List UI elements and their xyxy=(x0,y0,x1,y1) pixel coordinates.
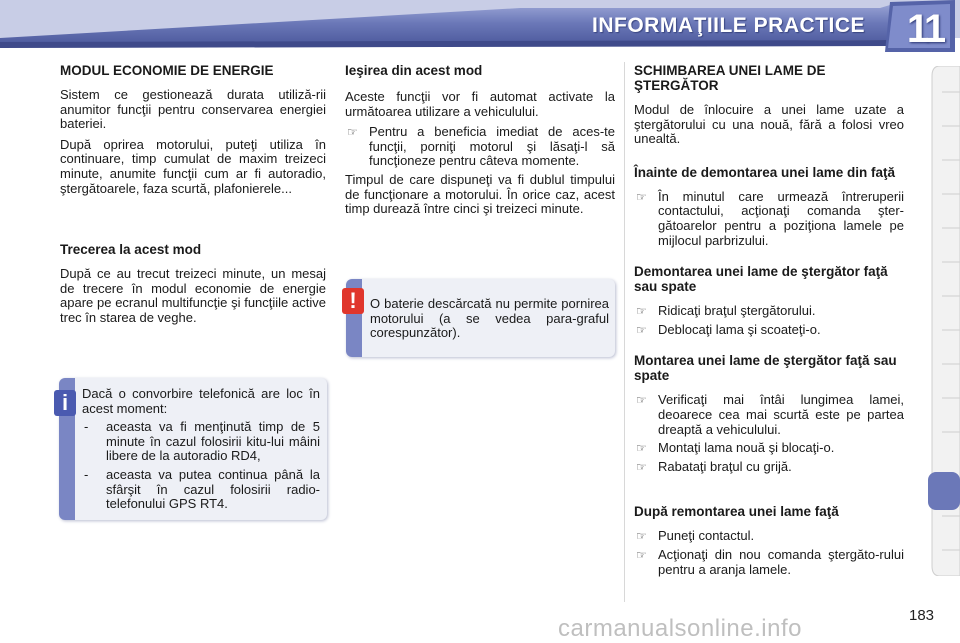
paragraph: După oprirea motorului, puteţi utiliza în continuare, timp cumulat de maxim treizeci minute, anumite funcţii cum ar fi autoradio, ştergătoarele, faza scurtă, plafonierele... xyxy=(60,136,326,196)
column-wiper-blade xyxy=(634,63,904,581)
chapter-tabs xyxy=(928,66,960,576)
subsection-title-after-refitting: După remontarea unei lame faţă xyxy=(634,504,839,520)
list-item: ☞ Ridicaţi braţul ştergătorului. xyxy=(636,303,816,319)
watermark: carmanualsonline.info xyxy=(558,615,802,642)
list-item: ☞ Montaţi lama nouă şi blocaţi-o. xyxy=(636,440,835,456)
list-item: ☞ Pentru a beneficia imediat de aces-te funcţii, porniţi motorul şi lăsaţi-l să funcţioneze pentru câteva momente. xyxy=(347,124,615,169)
section-title-energy-mode: MODUL ECONOMIE DE ENERGIE xyxy=(60,63,274,78)
list-item: ☞ Puneţi contactul. xyxy=(636,528,755,544)
pointing-hand-icon: ☞ xyxy=(636,189,647,204)
pointing-hand-icon: ☞ xyxy=(636,393,647,408)
subsection-title-entering-mode: Trecerea la acest mod xyxy=(60,242,202,258)
paragraph: Aceste funcţii vor fi automat activate la următoarea utilizare a vehiculului. xyxy=(345,89,615,119)
dash-marker: - xyxy=(84,466,89,482)
list-item: ☞ În minutul care urmează întreruperii contactului, acţionaţi comanda şter-gătoarelor pentru a poziţiona lamele pe mijlocul parbrizului. xyxy=(636,188,904,248)
list-item: ☞ Deblocaţi lama şi scoateţi-o. xyxy=(636,321,821,337)
dash-marker: - xyxy=(84,419,89,435)
pointing-hand-icon: ☞ xyxy=(347,125,358,140)
list-item: - aceasta va putea continua până la sfârşit în cazul folosirii radio-telefonului GPS RT4. xyxy=(84,466,320,512)
page-title: INFORMAŢIILE PRACTICE xyxy=(592,14,865,37)
info-note-text xyxy=(82,387,320,512)
pointing-hand-icon: ☞ xyxy=(636,304,647,319)
paragraph: Sistem ce gestionează durata utiliză-rii anumitor funcţii pentru conservarea energiei bateriei. xyxy=(60,87,326,132)
subsection-title-fitting: Montarea unei lame de ştergător faţă sau spate xyxy=(634,353,897,384)
list-item: ☞ Rabataţi braţul cu grijă. xyxy=(636,458,792,474)
pointing-hand-icon: ☞ xyxy=(636,441,647,456)
section-title-wiper-change: SCHIMBAREA UNEI LAME DE ŞTERGĂTOR xyxy=(634,63,826,93)
paragraph: Modul de înlocuire a unei lame uzate a ştergătorului cu una nouă, fără a folosi vreo unealtă. xyxy=(634,102,904,147)
list-item: - aceasta va fi menţinută timp de 5 minute în cazul folosirii kitu-lui mâini libere de la autoradio RD4, xyxy=(84,419,320,464)
section-title-exit-mode: Ieşirea din acest mod xyxy=(345,63,483,78)
info-note-intro: Dacă o convorbire telefonică are loc în acest moment: xyxy=(82,386,320,416)
info-icon: i xyxy=(54,390,76,416)
subsection-title-before-removal: Înainte de demontarea unei lame din faţă xyxy=(634,164,896,180)
pointing-hand-icon: ☞ xyxy=(636,322,647,337)
warning-note-text: O baterie descărcată nu permite pornirea motorului (a se vedea para-graful corespunzător). xyxy=(370,296,609,341)
column-energy-economy xyxy=(60,63,326,332)
chapter-number: 11 xyxy=(906,7,944,51)
page-number: 183 xyxy=(909,607,935,624)
subsection-title-removal: Demontarea unei lame de ştergător faţă sau spate xyxy=(634,264,888,295)
list-item: ☞ Acţionaţi din nou comanda ştergăto-rului pentru a aranja lamele. xyxy=(636,546,904,577)
paragraph: Timpul de care dispuneţi va fi dublul timpului de funcţionare a motorului. În orice caz, acest timp durează între cinci şi treizeci minute. xyxy=(345,171,615,217)
paragraph: După ce au trecut treizeci minute, un mesaj de trecere în modul economie de energie apare pe ecranul multifuncţie şi funcţiile active trec în starea de veghe. xyxy=(60,266,326,325)
pointing-hand-icon: ☞ xyxy=(636,459,647,474)
pointing-hand-icon: ☞ xyxy=(636,547,647,562)
warning-icon: ! xyxy=(342,288,364,314)
list-item: ☞ Verificaţi mai întâi lungimea lamei, deoarece cea mai scurtă este pe partea dreaptă a vehiculului. xyxy=(636,392,904,437)
column-exit-mode xyxy=(345,63,615,223)
info-note-box xyxy=(59,378,327,520)
pointing-hand-icon: ☞ xyxy=(636,529,647,544)
column-divider xyxy=(624,62,625,602)
warning-note-box xyxy=(346,279,615,357)
